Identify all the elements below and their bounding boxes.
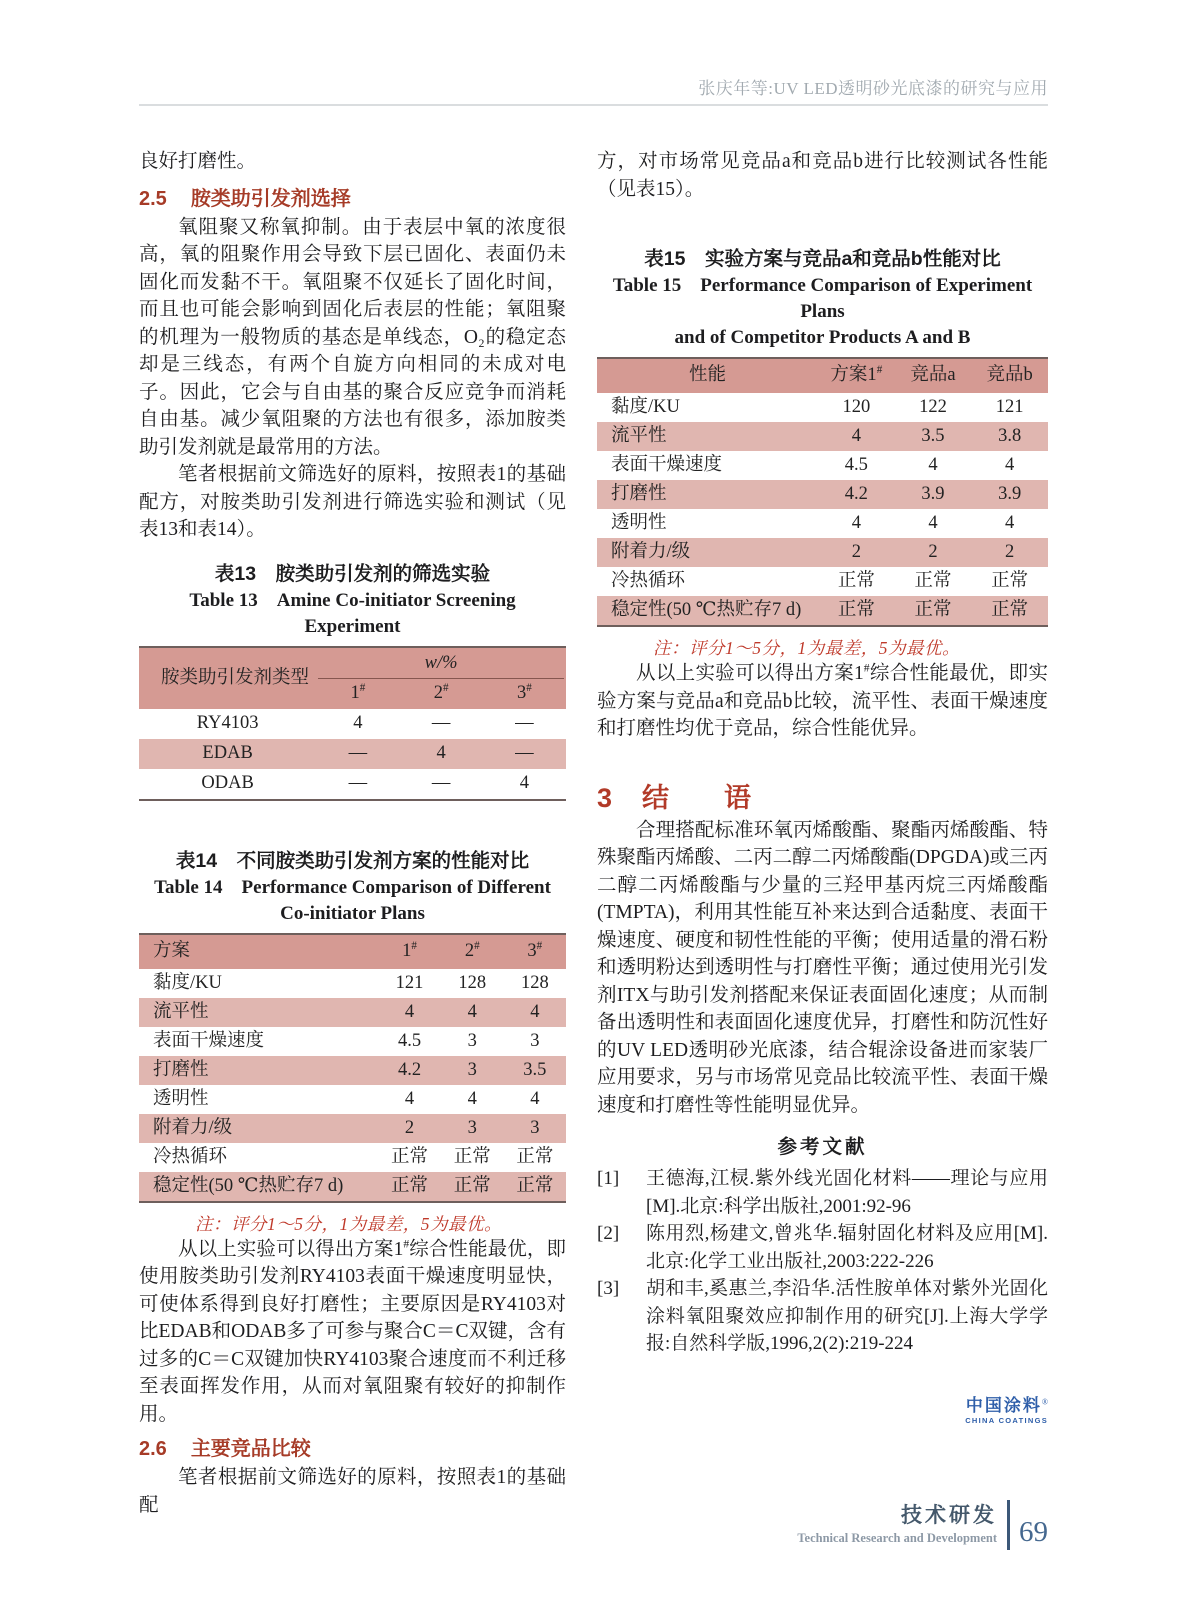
table15-caption-en: Table 15 Performance Comparison of Experiment Plans — [612, 275, 1033, 322]
table-cell: 正常 — [378, 1172, 441, 1202]
table-cell: 121 — [995, 396, 1024, 417]
table13-caption — [139, 560, 566, 640]
table13-subcol: 1# — [316, 679, 399, 709]
table-cell: 4 — [519, 773, 529, 794]
table15-col: 性能 — [597, 358, 818, 393]
reference-item — [597, 1275, 1048, 1358]
table-cell: 黏度/KU — [611, 396, 680, 417]
table14-col: 方案 — [139, 934, 378, 969]
section-number: 2.6 — [139, 1438, 167, 1461]
table-cell: 2 — [378, 1114, 441, 1143]
reference-number: [2] — [597, 1223, 620, 1244]
table-row — [597, 422, 1048, 451]
table-cell: 稳定性(50 ℃热贮存7 d) — [139, 1172, 378, 1202]
table-cell: 4.5 — [397, 1030, 422, 1051]
table-15 — [597, 357, 1048, 627]
table-cell: 128 — [520, 972, 549, 993]
table-cell: 4 — [818, 422, 895, 451]
table13-subcol: 3# — [483, 679, 566, 709]
table-row — [597, 567, 1048, 596]
section-heading-3 — [597, 779, 1048, 817]
table-cell: 流平性 — [597, 422, 818, 451]
table-row — [139, 1027, 566, 1056]
table-row — [597, 480, 1048, 509]
table-cell: 4 — [404, 1088, 415, 1109]
china-coatings-logo — [139, 1396, 1048, 1426]
table-cell: 121 — [395, 972, 424, 993]
table13-body — [139, 709, 566, 800]
reference-item — [597, 1165, 1048, 1220]
table-cell: 4.2 — [378, 1056, 441, 1085]
paragraph: 从以上实验可以得出方案1#综合性能最优，即实验方案与竞品a和竞品b比较，流平性、表面干燥速度和打磨性均优于竞品，综合性能优异。 — [597, 661, 1048, 739]
page-number: 69 — [1019, 1515, 1048, 1548]
table-cell: 正常 — [504, 1172, 566, 1202]
section-number: 2.5 — [139, 187, 167, 210]
table-cell: — — [515, 713, 534, 734]
reference-text: 王德海,江棂.紫外线光固化材料——理论与应用[M].北京:科学出版社,2001:92-96 — [646, 1168, 1048, 1217]
left-column — [139, 148, 566, 1519]
footer-section-cn: 技术研发 — [901, 1504, 997, 1527]
table-cell: 打磨性 — [139, 1056, 378, 1085]
table-cell: — — [431, 773, 451, 794]
table-row — [139, 998, 566, 1027]
table-cell: 流平性 — [139, 998, 378, 1027]
table15-col: 竞品b — [971, 358, 1048, 393]
table-13 — [139, 646, 566, 801]
table-row — [139, 969, 566, 998]
logo-en-text: CHINA COATINGS — [965, 1416, 1048, 1426]
table-cell: 3.5 — [895, 422, 972, 451]
paragraph: 笔者根据前文筛选好的原料，按照表1的基础配 — [139, 1467, 566, 1516]
table-cell: 2 — [971, 538, 1048, 567]
table-cell: 4 — [1005, 512, 1015, 533]
footer-divider-bar — [1007, 1500, 1010, 1550]
table-row — [597, 538, 1048, 567]
reference-item — [597, 1220, 1048, 1275]
table-cell: 正常 — [914, 570, 952, 591]
table-cell: EDAB — [139, 739, 316, 769]
table-cell: 4 — [378, 998, 441, 1027]
table15-caption — [597, 245, 1048, 351]
table15-caption-cn: 表15 实验方案与竞品a和竞品b性能对比 — [644, 248, 1001, 270]
section-title: 结 语 — [642, 782, 766, 813]
table14-note: 注：评分1～5分，1为最差，5为最优。 — [195, 1213, 502, 1234]
table-cell: 正常 — [453, 1146, 491, 1167]
table13-col-type: 胺类助引发剂类型 — [139, 647, 316, 709]
registered-mark-icon: ® — [1041, 1397, 1048, 1407]
table-cell: — — [348, 773, 368, 794]
footer-section-en: Technical Research and Development — [797, 1531, 997, 1545]
table-cell: — — [431, 713, 451, 734]
table-cell: 冷热循环 — [153, 1146, 228, 1167]
table-cell: 冷热循环 — [611, 570, 686, 591]
section-title: 主要竞品比较 — [190, 1438, 311, 1461]
references-title: 参考文献 — [777, 1136, 868, 1158]
table15-caption-en2: and of Competitor Products A and B — [674, 327, 971, 348]
table-cell: 表面干燥速度 — [611, 454, 723, 475]
table-cell: 透明性 — [611, 512, 667, 533]
table-cell: 4 — [441, 998, 504, 1027]
table-cell: 3 — [441, 1056, 504, 1085]
section-heading-2-5 — [139, 184, 566, 214]
running-header: 张庆年等:UV LED透明砂光底漆的研究与应用 — [698, 79, 1048, 98]
table-cell: 2 — [818, 538, 895, 567]
table-row — [139, 1056, 566, 1085]
table-cell: 4 — [399, 739, 482, 769]
logo-cn-text: 中国涂料 — [965, 1396, 1042, 1415]
table-cell: 4 — [928, 454, 938, 475]
reference-number: [3] — [597, 1278, 620, 1299]
table-cell: 黏度/KU — [153, 972, 222, 993]
paragraph-carryover: 方，对市场常见竞品a和竞品b进行比较测试各性能（见表15）。 — [597, 151, 1048, 200]
footer-section-labels — [797, 1504, 997, 1546]
table-row — [597, 596, 1048, 626]
table-cell: 4 — [851, 512, 861, 533]
table-cell: 正常 — [391, 1146, 429, 1167]
page-footer — [139, 1500, 1048, 1550]
two-column-body — [139, 148, 1048, 1519]
reference-number: [1] — [597, 1168, 620, 1189]
table15-body — [597, 393, 1048, 626]
table-cell: 4 — [1005, 454, 1015, 475]
conclusion-paragraph: 合理搭配标准环氧丙烯酸酯、聚酯丙烯酸酯、特殊聚酯丙烯酸、二丙二醇二丙烯酸酯(DPGDA)或三丙二醇二丙烯酸酯与少量的三羟甲基丙烷三丙烯酸酯(TMPTA)，利用其性能互补来达到合适黏度、表面干燥速度、硬度和韧性性能的平衡；使用适量的滑石粉和透明粉达到透明性与打磨性平衡；通过使用光引发剂ITX与助引发剂搭配来保证表面固化速度；从而制备出透明性和表面固化速度优异，打磨性和防沉性好的UV LED透明砂光底漆，结合辊涂设备进而家装厂应用要求，另与市场常见竞品比较流平性、表面干燥速度和打磨性等性能明显优异。 — [597, 819, 1048, 1116]
table-row — [139, 739, 566, 769]
table-cell: 正常 — [991, 570, 1029, 591]
table-cell: 3 — [467, 1030, 477, 1051]
reference-text: 陈用烈,杨建文,曾兆华.辐射固化材料及应用[M].北京:化学工业出版社,2003:222-226 — [646, 1223, 1048, 1272]
table-cell: 表面干燥速度 — [153, 1030, 265, 1051]
table-cell: 正常 — [837, 570, 875, 591]
table14-body — [139, 969, 566, 1202]
table-cell: 正常 — [971, 596, 1048, 626]
table-cell: 正常 — [818, 596, 895, 626]
table-cell: 4.5 — [844, 454, 868, 475]
table-cell: 3.9 — [895, 480, 972, 509]
table14-caption-en: Table 14 Performance Comparison of Different — [154, 876, 551, 898]
table-row — [597, 509, 1048, 538]
table-row — [597, 451, 1048, 480]
table-cell: 122 — [919, 396, 947, 417]
table-cell: 正常 — [895, 596, 972, 626]
table-cell: 附着力/级 — [597, 538, 818, 567]
section-heading-2-6 — [139, 1434, 566, 1464]
table14-header — [139, 934, 566, 969]
table15-col: 方案1# — [818, 358, 895, 393]
table-cell: 4 — [928, 512, 938, 533]
table15-note: 注：评分1～5分，1为最差，5为最优。 — [653, 638, 960, 658]
table13-header — [139, 647, 566, 709]
table-row — [139, 1172, 566, 1202]
table13-group-header: w/% — [316, 647, 566, 679]
table-cell: 正常 — [441, 1172, 504, 1202]
table-cell: RY4103 — [196, 713, 259, 734]
section-title: 胺类助引发剂选择 — [190, 187, 351, 210]
header-rule — [139, 104, 1048, 106]
table-cell: — — [483, 739, 566, 769]
table-cell: 正常 — [516, 1146, 554, 1167]
table-row — [597, 393, 1048, 422]
table-row — [139, 1085, 566, 1114]
table-cell: 3 — [441, 1114, 504, 1143]
table-row — [139, 1114, 566, 1143]
table14-col: 1# — [378, 934, 441, 969]
table-cell: 3.5 — [504, 1056, 566, 1085]
table-cell: 3 — [504, 1114, 566, 1143]
paragraph: 笔者根据前文筛选好的原料，按照表1的基础配方，对胺类助引发剂进行筛选实验和测试（见表13和表14）。 — [139, 464, 566, 540]
table14-col: 2# — [441, 934, 504, 969]
section-number: 3 — [597, 782, 613, 813]
table14-col: 3# — [504, 934, 566, 969]
table-cell: 打磨性 — [597, 480, 818, 509]
table14-caption — [139, 847, 566, 927]
table-cell: — — [316, 739, 399, 769]
table13-subcol: 2# — [399, 679, 482, 709]
table-cell: 透明性 — [153, 1088, 209, 1109]
table-cell: 4 — [353, 713, 363, 734]
table-cell: 4 — [504, 998, 566, 1027]
table-cell: 2 — [895, 538, 972, 567]
table-cell: 4 — [467, 1088, 477, 1109]
table-cell: 128 — [458, 972, 487, 993]
table15-header — [597, 358, 1048, 393]
table-row — [139, 769, 566, 800]
paragraph: 氧阻聚又称氧抑制。由于表层中氧的浓度很高，氧的阻聚作用会导致下层已固化、表面仍未固化而发黏不干。氧阻聚不仅延长了固化时间，而且也可能会影响到固化后表层的性能；氧阻聚的机理为一般物质的基态是单线态，O₂的稳定态却是三线态，有两个自旋方向相同的未成对电子。因此，它会与自由基的聚合反应竞争而消耗自由基。减少氧阻聚的方法也有很多，添加胺类助引发剂就是最常用的方法。 — [139, 216, 566, 458]
table15-col: 竞品a — [895, 358, 972, 393]
paragraph-carryover: 良好打磨性。 — [139, 151, 257, 172]
table-cell: 3 — [530, 1030, 540, 1051]
table13-caption-cn: 表13 胺类助引发剂的筛选实验 — [214, 562, 491, 585]
table-cell: ODAB — [201, 773, 254, 794]
paragraph: 从以上实验可以得出方案1#综合性能最优，即使用胺类助引发剂RY4103表面干燥速度明显快，可使体系得到良好打磨性；主要原因是RY4103对比EDAB和ODAB多了可参与聚合C＝C双键，含有过多的C＝C双键加快RY4103聚合速度而不利迁移至表面挥发作用，从而对氧阻聚有较好的抑制作用。 — [139, 1237, 566, 1425]
table-cell: 稳定性(50 ℃热贮存7 d) — [597, 596, 818, 626]
table14-caption-cn: 表14 不同胺类助引发剂方案的性能对比 — [175, 849, 530, 872]
table-cell: 120 — [842, 396, 871, 417]
reference-text: 胡和丰,奚惠兰,李沿华.活性胺单体对紫外光固化涂料氧阻聚效应抑制作用的研究[J].上海大学学报:自然科学版,1996,2(2):219-224 — [646, 1278, 1048, 1354]
table-14 — [139, 933, 566, 1203]
table-row — [139, 709, 566, 739]
table-cell: 4 — [530, 1088, 540, 1109]
table-cell: 3.9 — [971, 480, 1048, 509]
table13-caption-en: Table 13 Amine Co-initiator Screening Experiment — [189, 589, 516, 637]
right-column — [597, 148, 1048, 1519]
table-row — [139, 1143, 566, 1172]
table14-caption-en2: Co-initiator Plans — [280, 902, 425, 924]
table-cell: 4.2 — [818, 480, 895, 509]
table-cell: 3.8 — [971, 422, 1048, 451]
table-cell: 附着力/级 — [139, 1114, 378, 1143]
